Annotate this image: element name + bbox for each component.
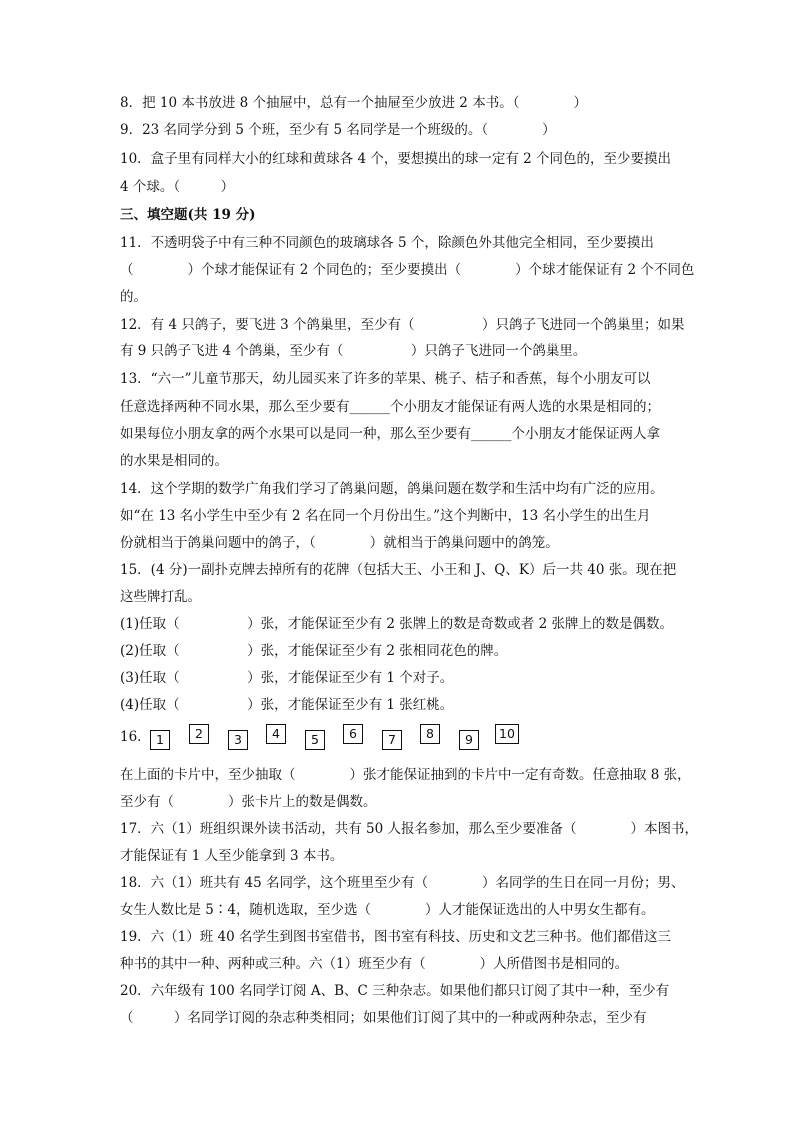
question-14-line-2: 如“在 13 名小学生中至少有 2 名在同一个月份出生。”这个判断中，13 名小学生的出生月 xyxy=(120,508,651,524)
question-20-line-1: 20．六年级有 100 名同学订阅 A、B、C 三种杂志。如果他们都只订阅了其中一种，至少有 xyxy=(120,983,670,999)
question-15-part-4: (4)任取（ ）张，才能保证至少有 1 张红桃。 xyxy=(120,697,454,713)
number-card: 5 xyxy=(305,730,325,750)
question-15-line-2: 这些牌打乱。 xyxy=(120,589,201,605)
number-card: 8 xyxy=(420,724,440,744)
question-13-line-4: 的水果是相同的。 xyxy=(120,453,228,469)
question-11-line-2: （ ）个球才能保证有 2 个同色的；至少要摸出（ ）个球才能保证有 2 个不同色 xyxy=(120,262,695,278)
question-12-line-1: 12．有 4 只鸽子，要飞进 3 个鸽巢里，至少有（ ）只鸽子飞进同一个鸽巢里；如果 xyxy=(120,317,685,333)
question-19-line-2: 种书的其中一种、两种或三种。六（1）班至少有（ ）人所借图书是相同的。 xyxy=(120,956,629,972)
question-12-line-2: 有 9 只鸽子飞进 4 个鸽巢，至少有（ ）只鸽子飞进同一个鸽巢里。 xyxy=(120,343,587,359)
number-card: 4 xyxy=(266,724,286,744)
question-10-line-1: 10．盒子里有同样大小的红球和黄球各 4 个，要想摸出的球一定有 2 个同色的，至少要摸出 xyxy=(120,151,672,167)
number-card: 2 xyxy=(189,724,209,744)
number-card: 6 xyxy=(343,724,363,744)
number-card: 9 xyxy=(459,730,479,750)
question-16-cards-row xyxy=(120,722,680,754)
question-13-line-2: 任意选择两种不同水果，那么至少要有______个小朋友才能保证有两人选的水果是相同的； xyxy=(120,399,660,415)
number-card: 10 xyxy=(495,724,519,744)
question-16-line-2: 至少有（ ）张卡片上的数是偶数。 xyxy=(120,794,377,810)
question-16-line-1: 在上面的卡片中，至少抽取（ ）张才能保证抽到的卡片中一定有奇数。任意抽取 8 张， xyxy=(120,767,691,783)
question-13-line-1: 13．“六一”儿童节那天，幼儿园买来了许多的苹果、桃子、桔子和香蕉，每个小朋友可以 xyxy=(120,371,651,387)
section-heading-fill-in: 三、填空题(共 19 分) xyxy=(120,207,256,223)
number-card: 1 xyxy=(150,730,170,750)
question-19-line-1: 19．六（1）班 40 名学生到图书室借书，图书室有科技、历史和文艺三种书。他们都借这三 xyxy=(120,929,672,945)
question-11-line-3: 的。 xyxy=(120,289,147,305)
question-15-part-3: (3)任取（ ）张，才能保证至少有 1 个对子。 xyxy=(120,670,454,686)
question-14-line-1: 14．这个学期的数学广角我们学习了鸽巢问题，鸽巢问题在数学和生活中均有广泛的应用。 xyxy=(120,481,664,497)
question-15-part-1: (1)任取（ ）张，才能保证至少有 2 张牌上的数是奇数或者 2 张牌上的数是偶数。 xyxy=(120,616,673,632)
question-17-line-1: 17．六（1）班组织课外读书活动，共有 50 人报名参加，那么至少要准备（ ）本图书， xyxy=(120,821,699,837)
number-card: 7 xyxy=(382,730,402,750)
question-20-line-2: （ ）名同学订阅的杂志种类相同；如果他们订阅了其中的一种或两种杂志，至少有 xyxy=(120,1010,647,1026)
question-15-part-2: (2)任取（ ）张，才能保证至少有 2 张相同花色的牌。 xyxy=(120,643,508,659)
number-card: 3 xyxy=(228,730,248,750)
question-15-line-1: 15．(4 分)一副扑克牌去掉所有的花牌（包括大王、小王和 J、Q、K）后一共 40 张。现在把 xyxy=(120,562,677,578)
question-13-line-3: 如果每位小朋友拿的两个水果可以是同一种，那么至少要有______个小朋友才能保证两人拿 xyxy=(120,426,660,442)
question-8: 8．把 10 本书放进 8 个抽屉中，总有一个抽屉至少放进 2 本书。（ ） xyxy=(120,95,587,111)
question-14-line-3: 份就相当于鸽巢问题中的鸽子，（ ）就相当于鸽巢问题中的鸽笼。 xyxy=(120,535,559,551)
question-11-line-1: 11．不透明袋子中有三种不同颜色的玻璃球各 5 个，除颜色外其他完全相同，至少要摸出 xyxy=(120,235,654,251)
question-16-number: 16． xyxy=(120,729,151,745)
question-10-line-2: 4 个球。（ ） xyxy=(120,179,235,195)
question-18-line-1: 18．六（1）班共有 45 名同学，这个班里至少有（ ）名同学的生日在同一月份；男、 xyxy=(120,875,685,891)
question-18-line-2: 女生人数比是 5∶4，随机选取，至少选（ ）人才能保证选出的人中男女生都有。 xyxy=(120,902,655,918)
question-9: 9．23 名同学分到 5 个班，至少有 5 名同学是一个班级的。（ ） xyxy=(120,122,556,138)
question-17-line-2: 才能保证有 1 人至少能拿到 3 本书。 xyxy=(120,848,344,864)
